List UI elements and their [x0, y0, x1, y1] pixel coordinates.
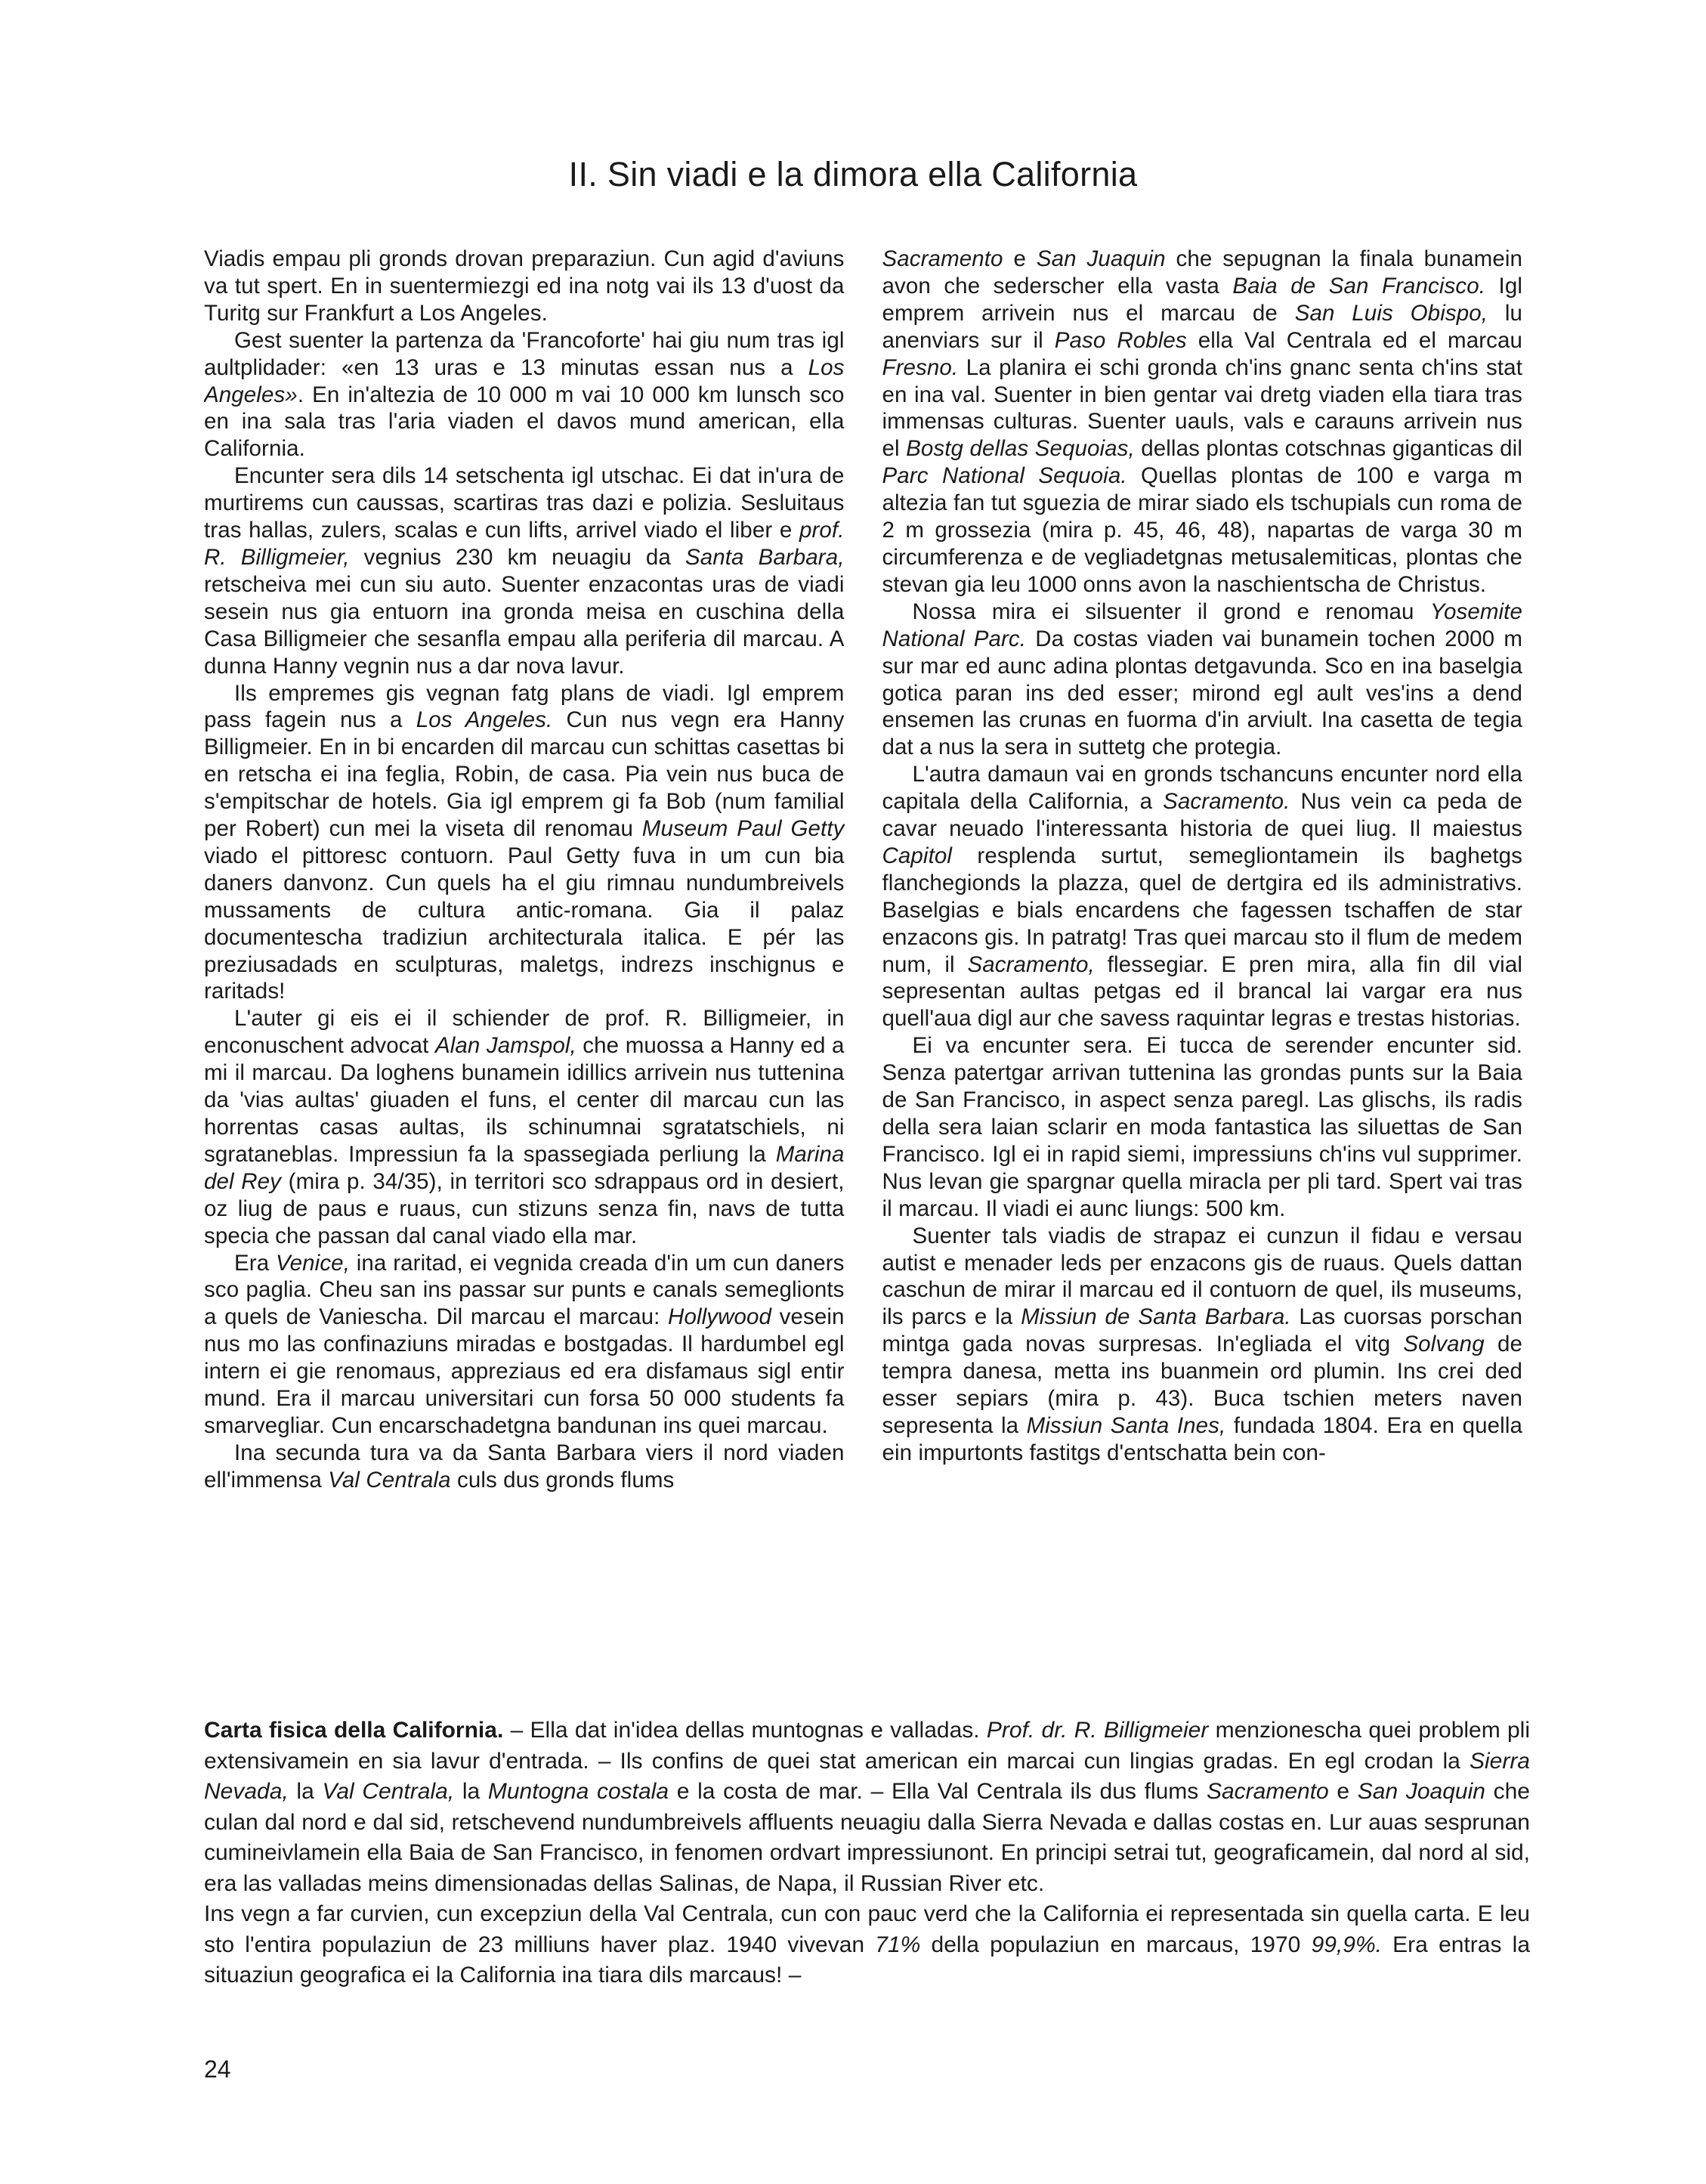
paragraph: Ils empremes gis vegnan fatg plans de viadi. Igl emprem pass fagein nus a Los Angeles. Cun nus vegn era Hanny Billigmeier. En in bi encarden dil marcau cun schittas casettas bi en retscha ei ina feglia, Robin, de casa. Pia vein nus buca de s'empitschar de hotels. Gia igl emprem gi fa Bob (num familial per Robert) cun mei la viseta dil renomau Museum Paul Getty viado el pittoresc contuorn. Paul Getty fuva in um cun bia daners danvonz. Cun quels ha el giu rimnau nundumbreivels mussaments de cultura antic-romana. Gia il palaz documentescha tradiziun architecturala italica. E pér las preziusadads en sculpturas, maletgs, indrezs inschignus e raritads!	[204, 680, 845, 1004]
paragraph: Viadis empau pli gronds drovan preparaziun. Cun agid d'aviuns va tut spert. En in suentermiezgi ed ina notg vai ils 13 d'uost da Turitg sur Frankfurt a Los Angeles.	[204, 246, 845, 326]
caption-text: – Ella dat in'idea dellas muntognas e valladas. Prof. dr. R. Billigmeier menzionescha quei problem pli extensivamein en sia lavur d'entrada. – Ils confins de quei stat american ein marcai cun lingias gradas. En egl crodan la Sierra Nevada, la Val Centrala, la Muntogna costala e la costa de mar. – Ella Val Centrala ils dus flums Sacramento e San Joaquin che culan dal nord e dal sid, retschevend nundumbreivels affluents neuagiu dalla Sierra Nevada e dallas costas en. Lur auas sesprunan cumineivlamein ella Baia de San Francisco, in fenomen ordvart impressiunont. En principi setrai tut, geograficamein, dal nord al sid, era las valladas meins dimensionadas dellas Salinas, de Napa, il Russian River etc.	[204, 1718, 1531, 1896]
paragraph: L'autra damaun vai en gronds tschancuns encunter nord ella capitala della California, a Sacramento. Nus vein ca peda de cavar neuado l'interessanta historia de quei liug. Il maiestus Capitol resplenda surtut, semegliontamein ils baghetgs flanchegionds la plazza, quel de dertgira ed ils administrativs. Baselgias e bials encardens che fagessen tschaffen de star enzacons gis. In patratg! Tras quei marcau sto il flum de medem num, il Sacramento, flessegiar. E pren mira, alla fin dil vial sepresentan aultas petgas ed il brancal lai vargar era nus quell'aua digl aur che savess raquintar legras e trestas historias.	[882, 762, 1522, 1032]
page-title: II. Sin viadi e la dimora ella California	[568, 155, 1138, 193]
caption-lead: Carta fisica della California.	[204, 1718, 504, 1743]
paragraph: Sacramento e San Juaquin che sepugnan la finala bunamein avon che sederscher ella vasta Baia de San Francisco. Igl emprem arrivein nus el marcau de San Luis Obispo, lu anenviars sur il Paso Robles ella Val Centrala ed el marcau Fresno. La planira ei schi gronda ch'ins gnanc senta ch'ins stat en ina val. Suenter in bien gentar vai dretg viaden ella tiara tras immensas culturas. Suenter uauls, vals e carauns arrivein nus el Bostg dellas Sequoias, dellas plontas cotschnas giganticas dil Parc National Sequoia. Quellas plontas de 100 e varga m altezia fan tut sguezia de mirar siado els tschupials cun roma de 2 m grossezia (mira p. 45, 46, 48), napartas de varga 30 m circumferenza e de vegliadetgnas metusalemiticas, plontas che stevan gia leu 1000 onns avon la naschientscha de Christus.	[882, 246, 1522, 597]
paragraph: Ina secunda tura va da Santa Barbara viers il nord viaden ell'immensa Val Centrala culs dus gronds flums	[204, 1440, 845, 1493]
paragraph: L'auter gi eis ei il schiender de prof. R. Billigmeier, in enconuschent advocat Alan Jamspol, che muossa a Hanny ed a mi il marcau. Da loghens bunamein idillics arrivein nus tuttenina da 'vias aultas' giuaden el funs, el center dil marcau cun las horrentas casas aultas, ils schinumnai sgratatschiels, ni sgrataneblas. Impressiun fa la spassegiada perliung la Marina del Rey (mira p. 34/35), in territori sco sdrappaus ord in desiert, oz liug de paus e ruaus, cun stizuns senza fin, navs de tutta specia che passan dal canal viado ella mar.	[204, 1006, 845, 1248]
caption-paragraph-second: Ins vegn a far curvien, cun excepziun della Val Centrala, cun con pauc verd che la California ei representada sin quella carta. E leu sto l'entira populaziun de 23 milliuns haver plaz. 1940 vivevan 71% della populaziun en marcaus, 1970 99,9%. Era entras la situaziun geografica ei la California ina tiara dils marcaus! –	[204, 1901, 1531, 1988]
paragraph: Suenter tals viadis de strapaz ei cunzun il fidau e versau autist e menader leds per enzacons gis de ruaus. Quels dattan caschun de mirar il marcau ed il contuorn de quel, ils museums, ils parcs e la Missiun de Santa Barbara. Las cuorsas porschan mintga gada novas surpresas. In'egliada el vitg Solvang de tempra danesa, metta ins buanmein ord plumin. Ins crei ded esser sepiars (mira p. 43). Buca tschien meters naven sepresenta la Missiun Santa Ines, fundada 1804. Era en quella ein impurtonts fastitgs d'entschatta bein con-	[882, 1223, 1522, 1465]
paragraph: Ei va encunter sera. Ei tucca de serender encunter sid. Senza patertgar arrivan tuttenina las grondas punts sur la Baia de San Francisco, in aspect senza paregl. Las glischs, ils radis della sera laian sclarir en moda fantastica las siluettas de San Francisco. Igl ei in rapid siemi, impressiuns ch'ins vul supprimer. Nus levan gie spargnar quella miracla per pli tard. Spert vai tras il marcau. Il viadi ei aunc liungs: 500 km.	[882, 1033, 1522, 1221]
paragraph: Gest suenter la partenza da 'Francoforte' hai giu num tras igl aultplidader: «en 13 uras e 13 minutas essan nus a Los Angeles». En in'altezia de 10 000 m vai 10 000 km lunsch sco en ina sala tras l'aria viaden el davos mund american, ella California.	[204, 327, 845, 462]
body-columns	[204, 246, 1522, 1659]
map-caption	[204, 1715, 1530, 1991]
paragraph: Nossa mira ei silsuenter il grond e renomau Yosemite National Parc. Da costas viaden vai bunamein tochen 2000 m sur mar ed aunc adina plontas detgavunda. Sco en ina baselgia gotica paran ins ded esser; mirond egl ault ves'ins a dend ensemen las crunas en fuorma d'in arviult. Ina casetta de tegia dat a nus la sera in suttetg che protegia.	[882, 599, 1522, 760]
right-column	[882, 246, 1523, 1659]
page-number: 24	[204, 2056, 231, 2083]
paragraph: Encunter sera dils 14 setschenta igl utschac. Ei dat in'ura de murtirems cun caussas, scartiras tras dazi e polizia. Sesluitaus tras hallas, zulers, scalas e cun lifts, arrivel viado el liber e prof. R. Billigmeier, vegnius 230 km neuagiu da Santa Barbara, retscheiva mei cun siu auto. Suenter enzacontas uras de viadi sesein nus gia entuorn ina gronda meisa en cuschina della Casa Billigmeier che sesanfla empau alla periferia dil marcau. A dunna Hanny vegnin nus a dar nova lavur.	[204, 463, 845, 679]
left-column	[204, 246, 845, 1659]
paragraph: Era Venice, ina raritad, ei vegnida creada d'in um cun daners sco paglia. Cheu san ins passar sur punts e canals semeglionts a quels de Vaniescha. Dil marcau el marcau: Hollywood vesein nus mo las confinaziuns miradas e bostgadas. Il hardumbel egl intern ei gie renomaus, appreziaus ed era disfamaus sigl entir mund. Era il marcau universitari cun forsa 50 000 students fa smarvegliar. Cun encarschadetgna bandunan ins quei marcau.	[204, 1250, 845, 1438]
caption-paragraph	[204, 1715, 1530, 1899]
